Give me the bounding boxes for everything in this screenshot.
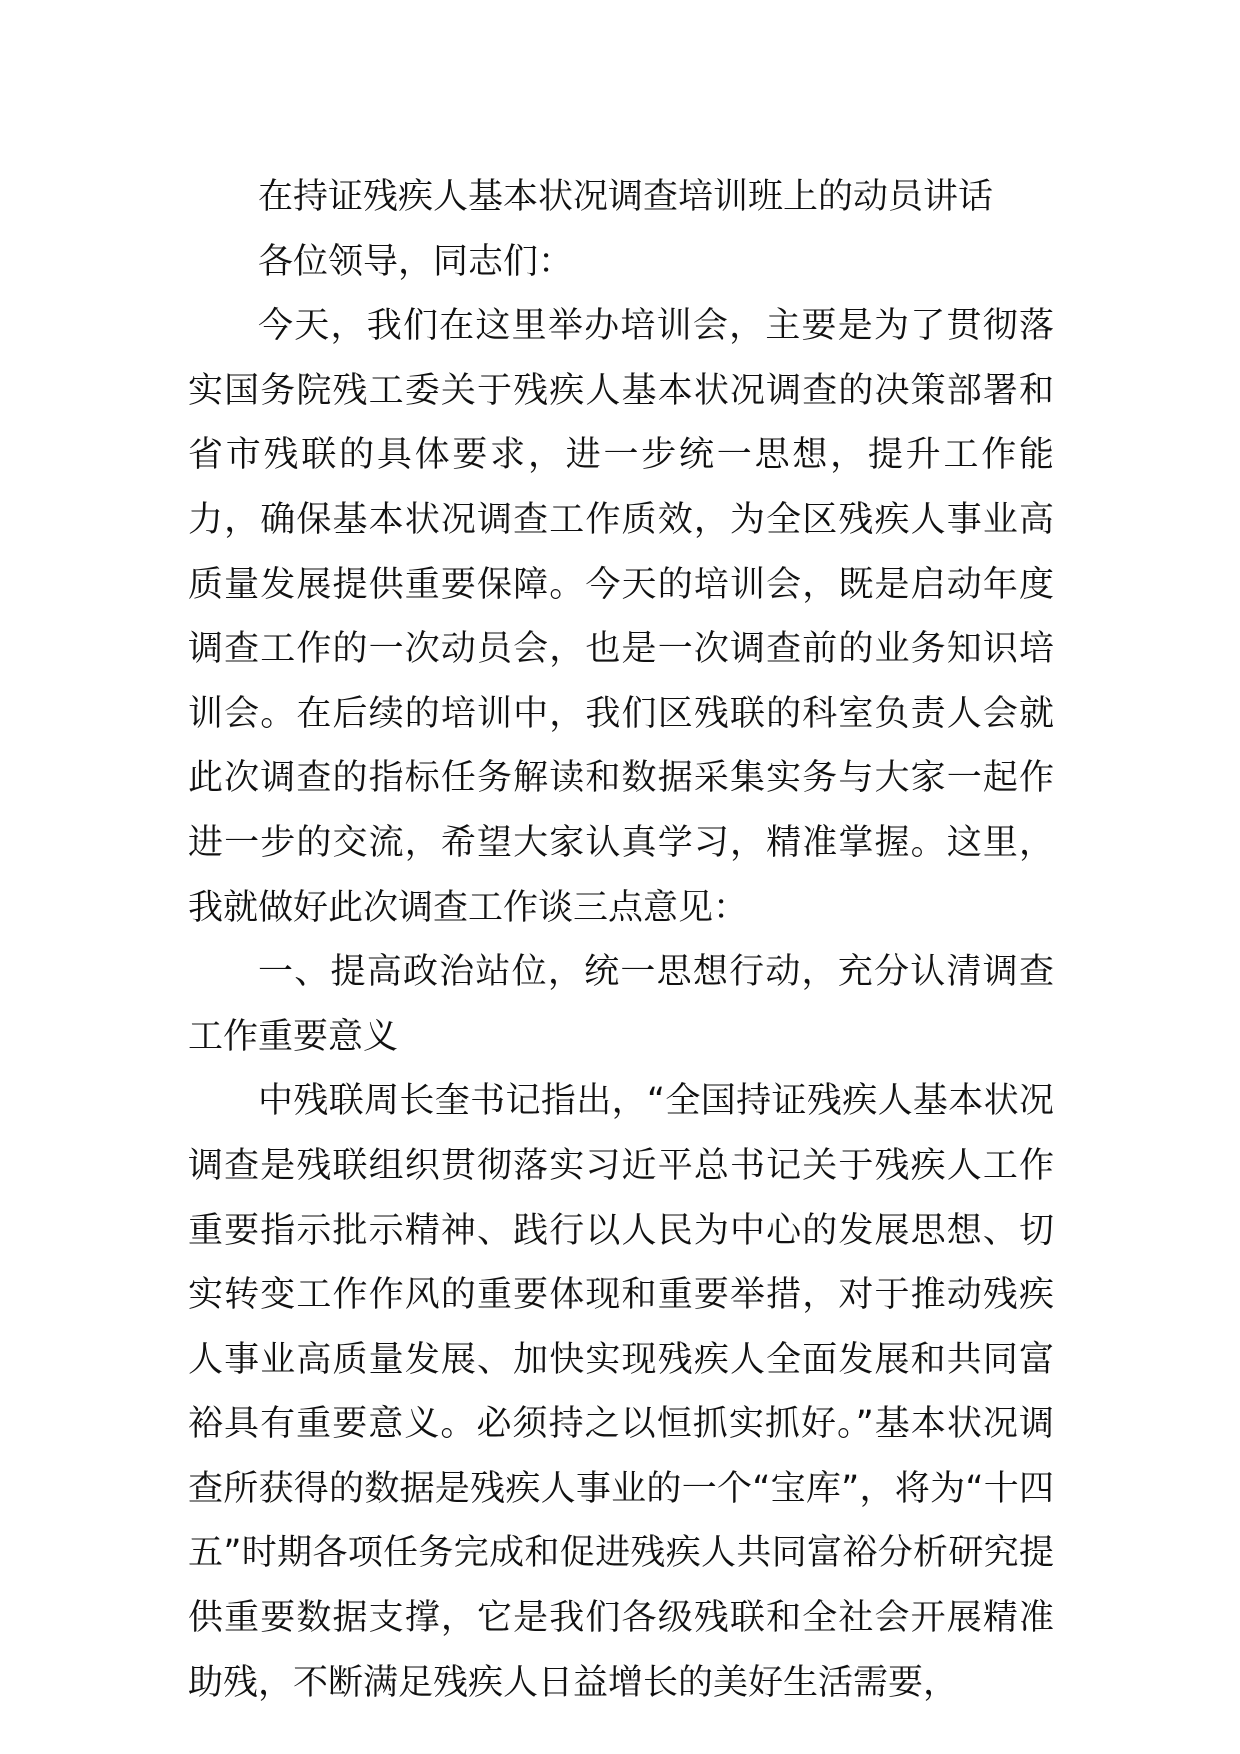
document-title: 在持证残疾人基本状况调查培训班上的动员讲话 [258, 177, 994, 217]
salutation: 各位领导，同志们： [258, 241, 574, 282]
document-body [188, 165, 1054, 1715]
paragraph-section-1: 中残联周长奎书记指出，“全国持证残疾人基本状况调查是残联组织贯彻落实习近平总书记关于残疾人工作重要指示批示精神、践行以人民为中心的发展思想、切实转变工作作风的重要体现和重要举措，对于推动残疾人事业高质量发展、加快实现残疾人全面发展和共同富裕具有重要意义。必须持之以恒抓实抓好。”基本状况调查所获得的数据是残疾人事业的一个“宝库”，将为“十四五”时期各项任务完成和促进残疾人共同富裕分析研究提供重要数据支撑，它是我们各级残联和全社会开展精准助残，不断满足残疾人日益增长的美好生活需要， [188, 1081, 1054, 1703]
paragraph-opening: 今天，我们在这里举办培训会，主要是为了贯彻落实国务院残工委关于残疾人基本状况调查的决策部署和省市残联的具体要求，进一步统一思想，提升工作能力，确保基本状况调查工作质效，为全区残疾人事业高质量发展提供重要保障。今天的培训会，既是启动年度调查工作的一次动员会，也是一次调查前的业务知识培训会。在后续的培训中，我们区残联的科室负责人会就此次调查的指标任务解读和数据采集实务与大家一起作进一步的交流，希望大家认真学习，精准掌握。这里，我就做好此次调查工作谈三点意见： [188, 306, 1054, 928]
section-heading-1: 一、提高政治站位，统一思想行动，充分认清调查工作重要意义 [188, 952, 1054, 1057]
